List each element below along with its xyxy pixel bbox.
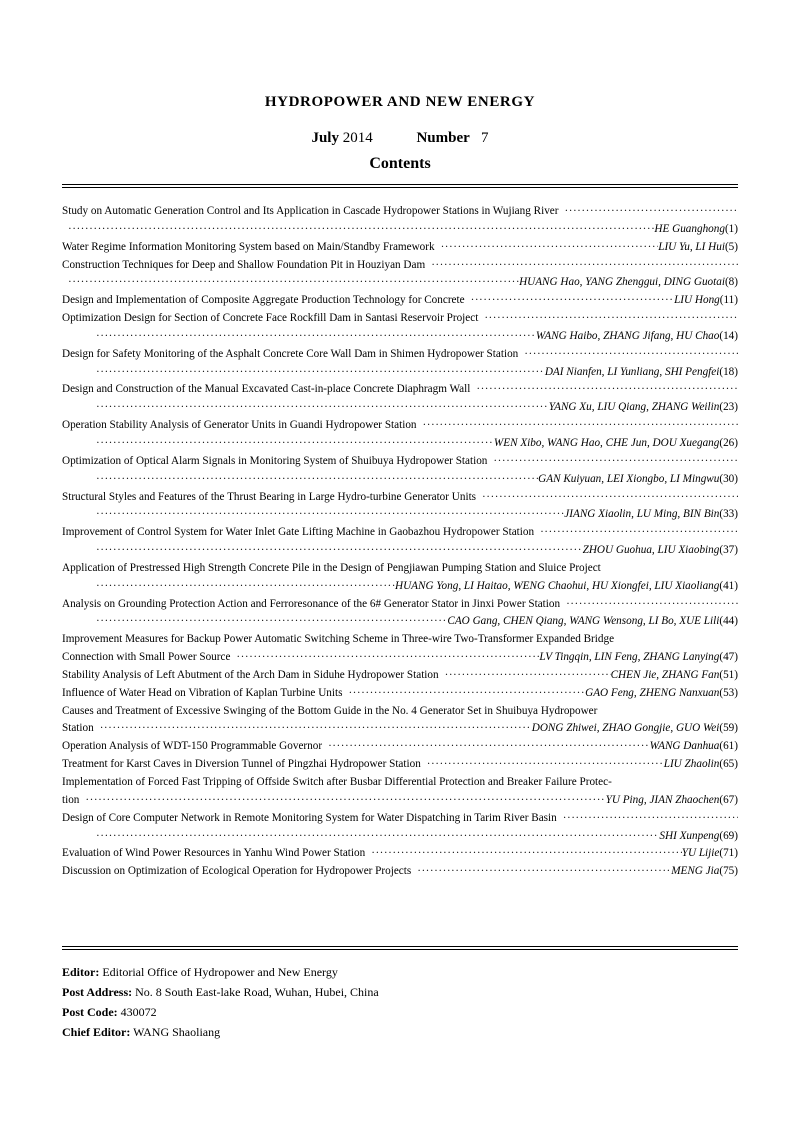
dot-leader xyxy=(557,810,738,828)
entry-page: (69) xyxy=(719,829,738,842)
entry-authors: YU Lijie xyxy=(681,847,720,860)
dot-leader xyxy=(534,524,738,542)
entry-title: Design and Implementation of Composite Aggregate Production Technology for Concrete xyxy=(62,294,465,307)
dot-leader xyxy=(559,203,739,221)
toc-entry-line xyxy=(62,845,738,863)
dot-leader xyxy=(90,613,447,631)
dot-leader xyxy=(322,738,650,756)
toc-entry-line xyxy=(62,667,738,685)
chief-editor-line xyxy=(62,1022,379,1042)
entry-authors: WEN Xibo, WANG Hao, CHE Jun, DOU Xuegang xyxy=(493,436,720,449)
footer-info xyxy=(62,962,379,1042)
entry-page: (67) xyxy=(719,793,738,806)
entry-page: (75) xyxy=(719,865,738,878)
entry-authors: CAO Gang, CHEN Qiang, WANG Wensong, LI Bo, XUE Lili xyxy=(447,615,720,628)
entry-title: Structural Styles and Features of the Thrust Bearing in Large Hydro-turbine Generator Units xyxy=(62,490,477,503)
entry-authors: GAN Kuiyuan, LEI Xiongbo, LI Mingwu xyxy=(538,472,720,485)
bottom-rule xyxy=(62,946,738,947)
chief-editor-label: Chief Editor: xyxy=(62,1025,131,1039)
dot-leader xyxy=(421,756,664,774)
dot-leader xyxy=(90,435,494,453)
postcode-value: 430072 xyxy=(120,1005,157,1019)
dot-leader xyxy=(518,346,738,364)
issue-number: 7 xyxy=(481,130,489,146)
entry-page: (53) xyxy=(719,686,738,699)
dot-leader xyxy=(411,863,671,881)
entry-page: (37) xyxy=(719,544,738,557)
entry-title: Water Regime Information Monitoring System based on Main/Standby Framework xyxy=(62,240,435,253)
toc-entry-line xyxy=(62,239,738,257)
toc-entry-line xyxy=(62,328,738,346)
entry-authors: HUANG Hao, YANG Zhenggui, DING Guotai xyxy=(519,276,725,289)
top-rule xyxy=(62,184,738,185)
dot-leader xyxy=(90,506,564,524)
dot-leader xyxy=(439,667,611,685)
dot-leader xyxy=(470,381,738,399)
entry-authors: YU Ping, JIAN Zhaochen xyxy=(605,793,720,806)
toc-entry-line xyxy=(62,810,738,828)
dot-leader xyxy=(90,828,659,846)
editor-line xyxy=(62,962,379,982)
toc-entry-line xyxy=(62,453,738,471)
address-line xyxy=(62,982,379,1002)
toc-entry-line xyxy=(62,631,738,649)
entry-authors: LIU Zhaolin xyxy=(663,758,720,771)
dot-leader xyxy=(425,257,738,275)
editor-value: Editorial Office of Hydropower and New Energy xyxy=(102,965,338,979)
toc-entry-line xyxy=(62,364,738,382)
dot-leader xyxy=(90,328,536,346)
dot-leader xyxy=(435,239,659,257)
toc-entry-line xyxy=(62,560,738,578)
entry-title: Construction Techniques for Deep and Shallow Foundation Pit in Houziyan Dam xyxy=(62,258,426,271)
dot-leader xyxy=(62,274,519,292)
entry-title-cont: Station xyxy=(62,722,94,735)
toc-entry-line xyxy=(62,685,738,703)
toc-entry-line xyxy=(62,524,738,542)
table-of-contents xyxy=(62,203,738,881)
dot-leader xyxy=(342,685,585,703)
entry-title: Analysis on Grounding Protection Action and Ferroresonance of the 6# Generator Stator in Jinxi Power Station xyxy=(62,597,561,610)
chief-editor-value: WANG Shaoliang xyxy=(133,1025,221,1039)
toc-entry-line xyxy=(62,257,738,275)
dot-leader xyxy=(465,292,674,310)
entry-authors: DAI Nianfen, LI Yunliang, SHI Pengfei xyxy=(544,365,720,378)
entry-authors: GAO Feng, ZHENG Nanxuan xyxy=(585,686,720,699)
entry-title-cont: tion xyxy=(62,793,80,806)
toc-entry-line xyxy=(62,381,738,399)
dot-leader xyxy=(230,649,539,667)
address-value: No. 8 South East-lake Road, Wuhan, Hubei, China xyxy=(135,985,379,999)
dot-leader xyxy=(90,364,545,382)
entry-authors: MENG Jia xyxy=(671,865,720,878)
bottom-rule-2 xyxy=(62,949,738,950)
toc-entry-line xyxy=(62,774,738,792)
entry-page: (59) xyxy=(719,722,738,735)
toc-entry-line xyxy=(62,489,738,507)
toc-entry-line xyxy=(62,506,738,524)
dot-leader xyxy=(62,221,654,239)
editor-label: Editor: xyxy=(62,965,100,979)
entry-authors: JIANG Xiaolin, LU Ming, BIN Bin xyxy=(564,508,720,521)
entry-page: (61) xyxy=(719,740,738,753)
entry-title: Design of Core Computer Network in Remote Monitoring System for Water Dispatching in Tarim River Basin xyxy=(62,811,557,824)
toc-entry-line xyxy=(62,649,738,667)
entry-page: (33) xyxy=(719,508,738,521)
toc-entry-line xyxy=(62,274,738,292)
dot-leader xyxy=(487,453,738,471)
entry-page: (65) xyxy=(719,758,738,771)
toc-entry-line xyxy=(62,221,738,239)
entry-page: (18) xyxy=(719,365,738,378)
entry-title: Evaluation of Wind Power Resources in Yanhu Wind Power Station xyxy=(62,847,366,860)
entry-page: (71) xyxy=(719,847,738,860)
entry-page: (1) xyxy=(724,222,738,235)
toc-entry-line xyxy=(62,828,738,846)
entry-title: Improvement Measures for Backup Power Automatic Switching Scheme in Three-wire Two-Transformer Expanded Bridge xyxy=(62,633,615,646)
top-rule-2 xyxy=(62,187,738,188)
toc-entry-line xyxy=(62,417,738,435)
entry-title: Design and Construction of the Manual Excavated Cast-in-place Concrete Diaphragm Wall xyxy=(62,383,471,396)
entry-page: (47) xyxy=(719,651,738,664)
entry-page: (44) xyxy=(719,615,738,628)
entry-authors: CHEN Jie, ZHANG Fan xyxy=(610,668,720,681)
entry-authors: YANG Xu, LIU Qiang, ZHANG Weilin xyxy=(548,401,720,414)
address-label: Post Address: xyxy=(62,985,133,999)
dot-leader xyxy=(90,471,538,489)
entry-title: Stability Analysis of Left Abutment of the Arch Dam in Siduhe Hydropower Station xyxy=(62,668,439,681)
entry-authors: LIU Yu, LI Hui xyxy=(658,240,725,253)
dot-leader xyxy=(560,596,738,614)
issue-number-label: Number xyxy=(416,130,470,146)
dot-leader xyxy=(90,542,583,560)
issue-line xyxy=(0,130,800,147)
entry-title-cont: Connection with Small Power Source xyxy=(62,651,231,664)
postcode-label: Post Code: xyxy=(62,1005,118,1019)
toc-entry-line xyxy=(62,310,738,328)
entry-page: (14) xyxy=(719,329,738,342)
dot-leader xyxy=(94,720,532,738)
issue-year: 2014 xyxy=(342,130,373,146)
toc-entry-line xyxy=(62,471,738,489)
entry-title: Causes and Treatment of Excessive Swinging of the Bottom Guide in the No. 4 Generator Set in Shuibuya Hydropower xyxy=(62,704,598,717)
dot-leader xyxy=(79,792,605,810)
entry-authors: DONG Zhiwei, ZHAO Gongjie, GUO Wei xyxy=(531,722,720,735)
issue-month: July xyxy=(311,130,339,146)
dot-leader xyxy=(90,578,395,596)
entry-title: Implementation of Forced Fast Tripping of Offside Switch after Busbar Differential Protection and Breaker Failure Protec- xyxy=(62,776,612,788)
toc-entry-line xyxy=(62,703,738,721)
toc-entry-line xyxy=(62,720,738,738)
toc-entry-line xyxy=(62,435,738,453)
toc-entry-line xyxy=(62,346,738,364)
entry-page: (8) xyxy=(724,276,738,289)
dot-leader xyxy=(365,845,682,863)
toc-entry-line xyxy=(62,863,738,881)
entry-authors: HE Guanghong xyxy=(654,222,725,235)
toc-entry-line xyxy=(62,578,738,596)
toc-entry-line xyxy=(62,203,738,221)
toc-entry-line xyxy=(62,613,738,631)
journal-title: HYDROPOWER AND NEW ENERGY xyxy=(264,94,536,110)
toc-entry-line xyxy=(62,792,738,810)
entry-authors: SHI Xunpeng xyxy=(659,829,720,842)
entry-page: (30) xyxy=(719,472,738,485)
entry-title: Operation Analysis of WDT-150 Programmable Governor xyxy=(62,740,323,753)
entry-authors: LV Tingqin, LIN Feng, ZHANG Lanying xyxy=(539,651,720,664)
entry-title: Application of Prestressed High Strength Concrete Pile in the Design of Pengjiawan Pumping Station and Sluice Project xyxy=(62,561,601,574)
entry-page: (11) xyxy=(719,294,738,307)
entry-authors: HUANG Yong, LI Haitao, WENG Chaohui, HU Xiongfei, LIU Xiaoliang xyxy=(395,579,720,592)
entry-title: Optimization of Optical Alarm Signals in Monitoring System of Shuibuya Hydropower Station xyxy=(62,454,488,467)
entry-page: (26) xyxy=(719,436,738,449)
dot-leader xyxy=(90,399,549,417)
entry-page: (41) xyxy=(719,579,738,592)
entry-title: Study on Automatic Generation Control and Its Application in Cascade Hydropower Stations in Wujiang River xyxy=(62,205,559,217)
entry-page: (5) xyxy=(724,240,738,253)
postcode-line xyxy=(62,1002,379,1022)
toc-entry-line xyxy=(62,399,738,417)
toc-entry-line xyxy=(62,738,738,756)
toc-entry-line xyxy=(62,596,738,614)
toc-entry-line xyxy=(62,542,738,560)
entry-title: Design for Safety Monitoring of the Asphalt Concrete Core Wall Dam in Shimen Hydropower Station xyxy=(62,347,519,360)
entry-title: Discussion on Optimization of Ecological Operation for Hydropower Projects xyxy=(62,865,412,878)
entry-title: Operation Stability Analysis of Generator Units in Guandi Hydropower Station xyxy=(62,419,417,432)
entry-title: Improvement of Control System for Water Inlet Gate Lifting Machine in Gaobazhou Hydropower Station xyxy=(62,526,535,539)
dot-leader xyxy=(417,417,738,435)
entry-authors: WANG Danhua xyxy=(649,740,720,753)
toc-entry-line xyxy=(62,292,738,310)
entry-title: Treatment for Karst Caves in Diversion Tunnel of Pingzhai Hydropower Station xyxy=(62,758,421,771)
entry-authors: ZHOU Guohua, LIU Xiaobing xyxy=(582,544,720,557)
dot-leader xyxy=(478,310,738,328)
entry-title: Optimization Design for Section of Concrete Face Rockfill Dam in Santasi Reservoir Project xyxy=(62,312,479,325)
entry-authors: LIU Hong xyxy=(674,294,720,307)
entry-page: (23) xyxy=(719,401,738,414)
toc-entry-line xyxy=(62,756,738,774)
entry-page: (51) xyxy=(719,668,738,681)
entry-authors: WANG Haibo, ZHANG Jifang, HU Chao xyxy=(535,329,720,342)
dot-leader xyxy=(476,489,738,507)
entry-title: Influence of Water Head on Vibration of Kaplan Turbine Units xyxy=(62,686,343,699)
contents-title: Contents xyxy=(369,155,431,172)
